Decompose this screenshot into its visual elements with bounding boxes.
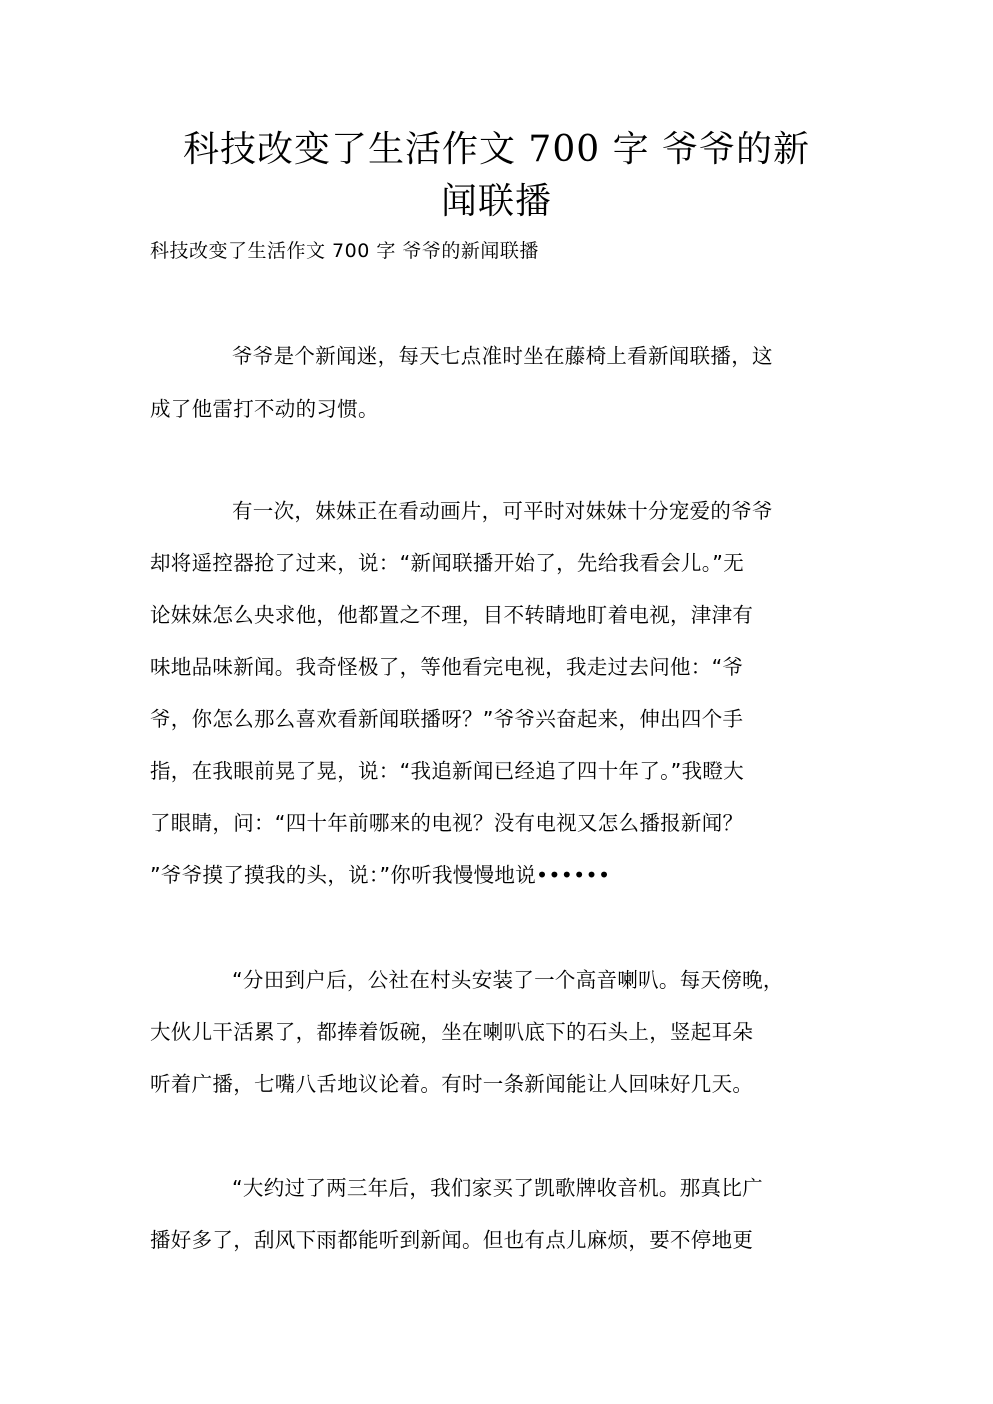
text-line: 论妹妹怎么央求他，他都置之不理，目不转睛地盯着电视，津津有: [150, 603, 754, 627]
text-line: 指，在我眼前晃了晃，说：“我追新闻已经追了四十年了。”我瞪大: [150, 759, 744, 783]
text-line: 爷爷是个新闻迷，每天七点准时坐在藤椅上看新闻联播，这: [232, 344, 773, 368]
text-line: 成了他雷打不动的习惯。: [150, 397, 379, 421]
text-line: “分田到户后，公社在村头安装了一个高音喇叭。每天傍晚，: [232, 968, 784, 992]
text-line: ”爷爷摸了摸我的头，说：”你听我慢慢地说••••••: [150, 863, 611, 887]
text-line: 播好多了，刮风下雨都能听到新闻。但也有点儿麻烦，要不停地更: [150, 1228, 754, 1252]
text-line: 却将遥控器抢了过来，说：“新闻联播开始了，先给我看会儿。”无: [150, 551, 744, 575]
title-line-1: 科技改变了生活作文 700 字 爷爷的新: [182, 129, 811, 170]
text-line: 了眼睛，问：“四十年前哪来的电视？没有电视又怎么播报新闻？: [150, 811, 744, 835]
text-line: “大约过了两三年后，我们家买了凯歌牌收音机。那真比广: [232, 1176, 763, 1200]
title-line-2: 闻联播: [440, 181, 552, 222]
text-line: 大伙儿干活累了，都捧着饭碗，坐在喇叭底下的石头上，竖起耳朵: [150, 1020, 754, 1044]
document-subtitle: 科技改变了生活作文 700 字 爷爷的新闻联播: [150, 240, 539, 262]
text-line: 味地品味新闻。我奇怪极了，等他看完电视，我走过去问他：“爷: [150, 655, 744, 679]
text-line: 有一次，妹妹正在看动画片，可平时对妹妹十分宠爱的爷爷: [232, 499, 773, 523]
text-line: 爷，你怎么那么喜欢看新闻联播呀？”爷爷兴奋起来，伸出四个手: [150, 707, 744, 731]
document-title: [150, 124, 843, 228]
text-line: 听着广播，七嘴八舌地议论着。有时一条新闻能让人回味好几天。: [150, 1072, 754, 1096]
